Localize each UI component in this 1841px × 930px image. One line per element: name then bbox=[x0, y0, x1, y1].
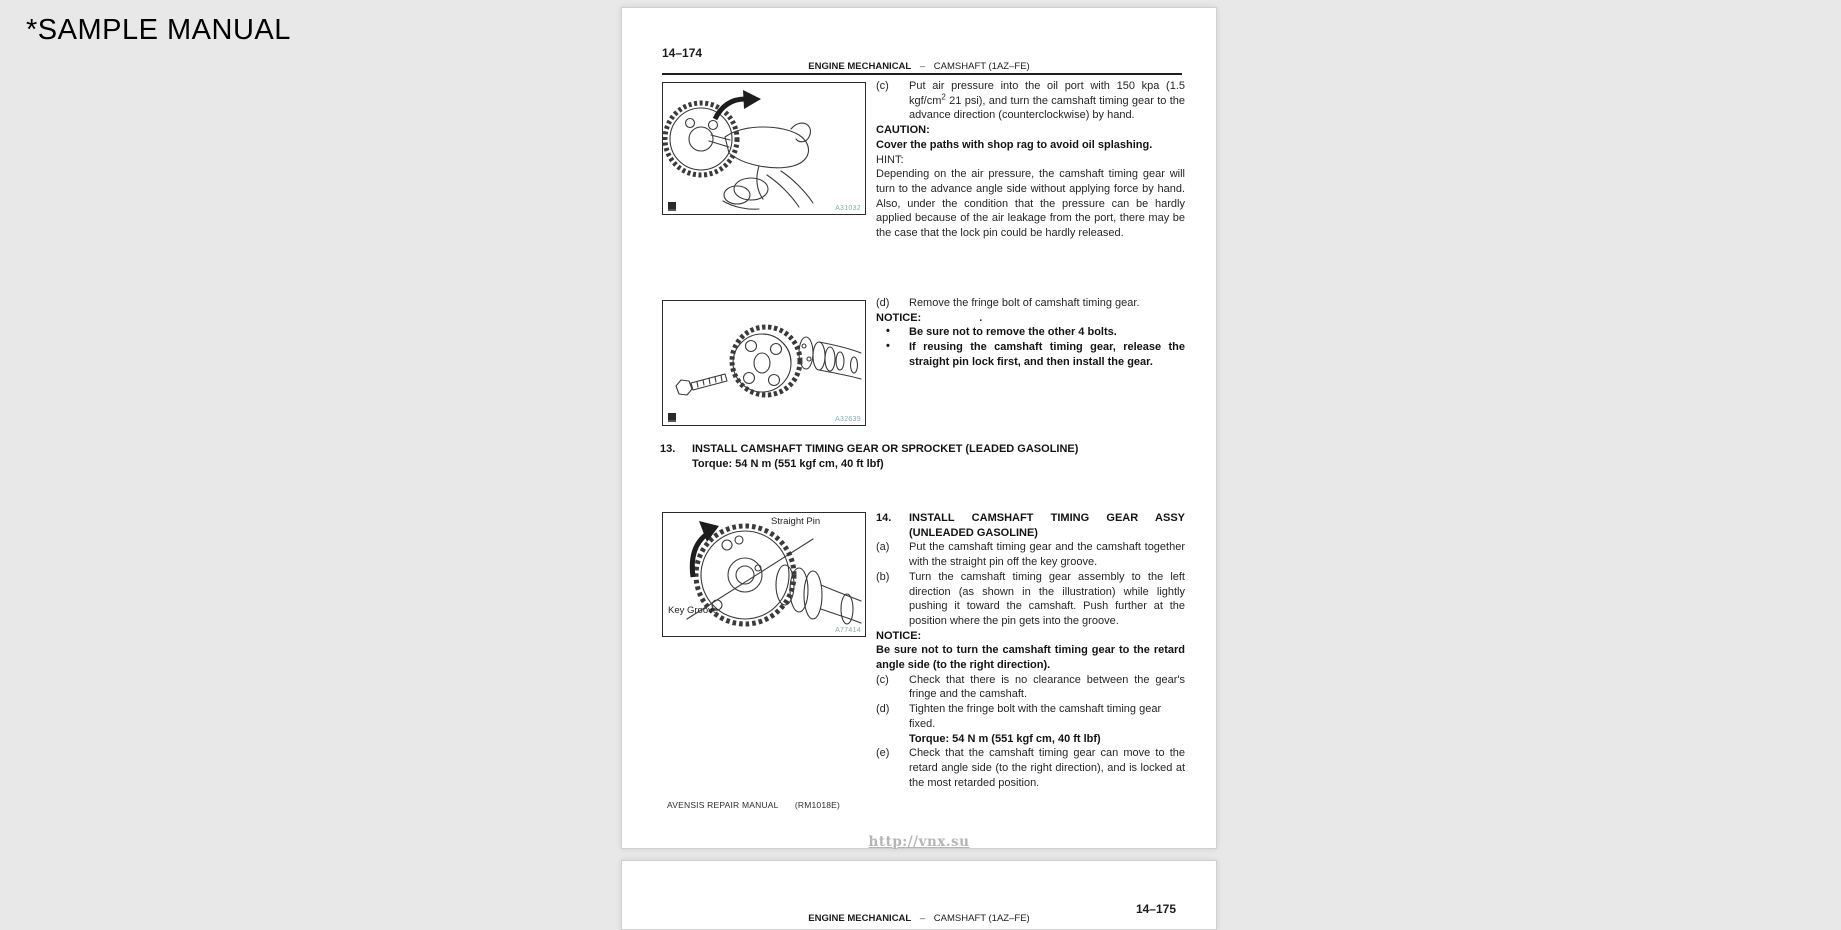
key-groove-label: Key Groove bbox=[668, 605, 719, 616]
item-13-title-row bbox=[660, 442, 1187, 457]
step-e-label: (e) bbox=[876, 747, 890, 760]
hint-label: HINT: bbox=[876, 153, 904, 166]
notice-text-2: Be sure not to turn the camshaft timing gear to the retard angle side (to the right direction). bbox=[876, 644, 1185, 672]
step-d2 bbox=[876, 702, 1185, 746]
step-c-text-block bbox=[876, 79, 1185, 241]
stray-dot: . bbox=[979, 311, 983, 324]
item-14-title-row bbox=[876, 511, 1185, 540]
step-c-text-1: Put air pressure into the oil port with 150 kpa (1.5 kgf/cm bbox=[909, 80, 1185, 107]
step-c2-label: (c) bbox=[876, 673, 889, 686]
step-d2-torque: Torque: 54 N m (551 kgf cm, 40 ft lbf) bbox=[909, 732, 1101, 745]
notice-label-2: NOTICE: bbox=[876, 629, 922, 642]
figure-stamp-icon bbox=[668, 413, 676, 422]
step-b-text: Turn the camshaft timing gear assembly to the left direction (as shown in the illustration) while lightly pushing it toward the camshaft. Push further at the position where the pin gets into the groove. bbox=[909, 570, 1185, 627]
step-c bbox=[876, 79, 1185, 123]
page-header bbox=[622, 62, 1216, 72]
bullet-icon: • bbox=[886, 340, 890, 353]
bullet-icon: • bbox=[886, 325, 890, 338]
step-d bbox=[876, 296, 1185, 311]
item-13-number: 13. bbox=[660, 443, 676, 455]
header-section: ENGINE MECHANICAL bbox=[808, 913, 912, 924]
item-14-title: INSTALL CAMSHAFT TIMING GEAR ASSY (UNLEADED GASOLINE) bbox=[909, 512, 1185, 539]
straight-pin-label: Straight Pin bbox=[771, 516, 821, 527]
gear-key-groove-line-art bbox=[663, 513, 865, 636]
notice-bullet-1-text: Be sure not to remove the other 4 bolts. bbox=[909, 326, 1117, 339]
step-c-text-2: 21 psi), and turn the camshaft timing gear to the advance direction (counterclockwise) by hand. bbox=[909, 94, 1185, 122]
page-number: 14–174 bbox=[662, 46, 703, 60]
caution-label: CAUTION: bbox=[876, 124, 930, 137]
hint-text: Depending on the air pressure, the camshaft timing gear will turn to the advance angle side without applying force by hand. Also, under the condition that the pressure can be hardly applied because of the air leakage from the port, there may be the case that the lock pin could be hardly released. bbox=[876, 168, 1185, 240]
header-rule bbox=[662, 73, 1182, 75]
item-13 bbox=[660, 442, 1187, 471]
notice-bullet-2 bbox=[876, 340, 1185, 369]
step-d-label: (d) bbox=[876, 297, 890, 309]
step-d-text-block bbox=[876, 296, 1185, 370]
figure-id: A31032 bbox=[835, 205, 861, 212]
header-section: ENGINE MECHANICAL bbox=[808, 61, 912, 72]
figure-timing-gear-exploded bbox=[662, 300, 866, 426]
item-14-number: 14. bbox=[876, 512, 892, 524]
header-subsection: CAMSHAFT (1AZ–FE) bbox=[933, 61, 1030, 72]
step-a bbox=[876, 540, 1185, 569]
header-subsection: CAMSHAFT (1AZ–FE) bbox=[933, 913, 1030, 924]
notice-label: NOTICE: bbox=[876, 311, 922, 324]
figure-straight-pin-key-groove bbox=[662, 512, 866, 637]
manual-page-1 bbox=[621, 7, 1217, 849]
step-e bbox=[876, 746, 1185, 790]
step-d-text: Remove the fringe bolt of camshaft timing gear. bbox=[909, 297, 1140, 309]
notice-bullet-2-text: If reusing the camshaft timing gear, release the straight pin lock first, and then install the gear. bbox=[909, 341, 1185, 368]
air-gun-line-art bbox=[663, 83, 865, 214]
caution-text: Cover the paths with shop rag to avoid oil splashing. bbox=[876, 138, 1153, 151]
step-a-text: Put the camshaft timing gear and the camshaft together with the straight pin off the key groove. bbox=[909, 541, 1185, 569]
figure-id: A77414 bbox=[835, 627, 861, 634]
header-separator: – bbox=[919, 913, 926, 924]
figure-id: A32639 bbox=[835, 416, 861, 423]
watermark-link: http://vnx.su bbox=[868, 834, 970, 850]
step-b bbox=[876, 570, 1185, 629]
notice-bullet-1 bbox=[876, 325, 1185, 340]
manual-page-2 bbox=[621, 860, 1217, 930]
step-e-text: Check that the camshaft timing gear can move to the retard angle side (to the right direction), and is locked at the most retarded position. bbox=[909, 747, 1185, 789]
page-footer bbox=[667, 800, 840, 810]
item-13-title: INSTALL CAMSHAFT TIMING GEAR OR SPROCKET (LEADED GASOLINE) bbox=[692, 443, 1079, 455]
footer-manual-name: AVENSIS REPAIR MANUAL bbox=[667, 800, 779, 810]
step-d2-label: (d) bbox=[876, 703, 890, 716]
item-13-torque: Torque: 54 N m (551 kgf cm, 40 ft lbf) bbox=[692, 457, 884, 470]
superscript-2: 2 bbox=[941, 92, 946, 102]
exploded-view-line-art bbox=[663, 301, 865, 425]
step-d2-text: Tighten the fringe bolt with the camshaft timing gear fixed. bbox=[909, 703, 1162, 730]
page-number: 14–175 bbox=[1135, 902, 1176, 916]
item-13-torque-row bbox=[660, 457, 1187, 472]
item-14-text-block bbox=[876, 511, 1185, 790]
step-a-label: (a) bbox=[876, 541, 890, 554]
page-header bbox=[622, 914, 1216, 924]
step-b-label: (b) bbox=[876, 570, 890, 583]
header-separator: – bbox=[919, 61, 926, 72]
step-c2 bbox=[876, 673, 1185, 702]
step-c2-text: Check that there is no clearance between the gear's fringe and the camshaft. bbox=[909, 673, 1185, 701]
figure-air-pressure-illustration bbox=[662, 82, 866, 215]
footer-manual-code: (RM1018E) bbox=[794, 800, 841, 810]
step-c-label: (c) bbox=[876, 80, 889, 92]
sample-manual-label: *SAMPLE MANUAL bbox=[26, 14, 291, 46]
figure-stamp-icon bbox=[668, 202, 676, 211]
